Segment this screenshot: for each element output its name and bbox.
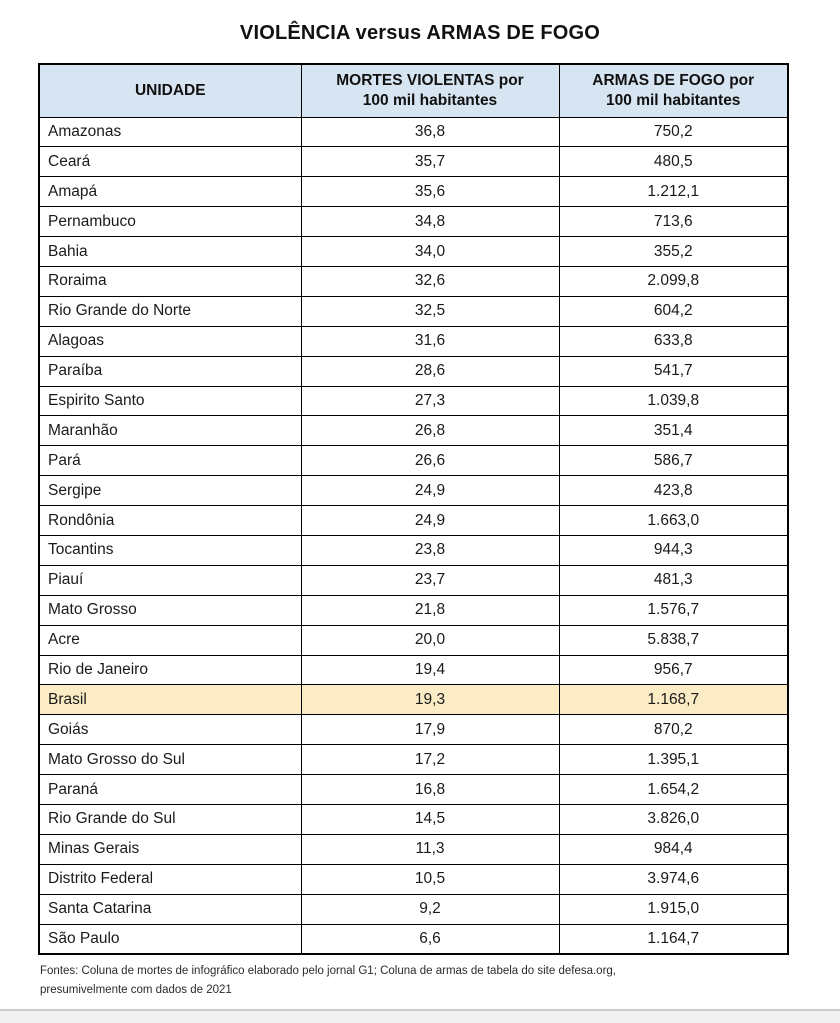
cell-unidade: Acre: [39, 625, 301, 655]
table-row: [39, 147, 788, 177]
cell-mortes-violentas: 26,6: [301, 446, 559, 476]
cell-unidade: Pará: [39, 446, 301, 476]
cell-armas-de-fogo: 750,2: [559, 117, 788, 147]
cell-armas-de-fogo: 1.915,0: [559, 894, 788, 924]
cell-armas-de-fogo: 423,8: [559, 476, 788, 506]
cell-armas-de-fogo: 1.168,7: [559, 685, 788, 715]
table-row: [39, 416, 788, 446]
table-row: [39, 506, 788, 536]
cell-mortes-violentas: 26,8: [301, 416, 559, 446]
cell-armas-de-fogo: 604,2: [559, 296, 788, 326]
cell-mortes-violentas: 17,9: [301, 715, 559, 745]
header-line: 100 mil habitantes: [606, 91, 741, 109]
cell-unidade: Sergipe: [39, 476, 301, 506]
table-row: [39, 386, 788, 416]
header-line: ARMAS DE FOGO por: [592, 71, 755, 89]
cell-mortes-violentas: 32,6: [301, 266, 559, 296]
table-row: [39, 237, 788, 267]
cell-unidade: Paraíba: [39, 356, 301, 386]
column-header-armas-de-fogo: [559, 64, 788, 117]
cell-armas-de-fogo: 541,7: [559, 356, 788, 386]
cell-unidade: Paraná: [39, 775, 301, 805]
cell-unidade: Mato Grosso: [39, 595, 301, 625]
table-row: [39, 804, 788, 834]
source-note-line1: Fontes: Coluna de mortes de infográfico elaborado pelo jornal G1; Coluna de armas de tabela do site defesa.org,: [40, 964, 616, 977]
table-row: [39, 625, 788, 655]
page-title: VIOLÊNCIA versus ARMAS DE FOGO: [239, 22, 601, 44]
source-note: [40, 962, 780, 1000]
cell-mortes-violentas: 32,5: [301, 296, 559, 326]
cell-unidade: Espirito Santo: [39, 386, 301, 416]
column-header-mortes-violentas: [301, 64, 559, 117]
cell-armas-de-fogo: 713,6: [559, 207, 788, 237]
cell-unidade: Rio Grande do Sul: [39, 804, 301, 834]
table-header: [39, 64, 788, 117]
table-row-highlighted: [39, 685, 788, 715]
cell-armas-de-fogo: 1.164,7: [559, 924, 788, 954]
cell-unidade: Amazonas: [39, 117, 301, 147]
table-row: [39, 207, 788, 237]
cell-mortes-violentas: 14,5: [301, 804, 559, 834]
table-row: [39, 864, 788, 894]
cell-mortes-violentas: 34,8: [301, 207, 559, 237]
table-row: [39, 177, 788, 207]
cell-armas-de-fogo: 984,4: [559, 834, 788, 864]
cell-armas-de-fogo: 3.826,0: [559, 804, 788, 834]
header-row: [39, 64, 788, 117]
cell-mortes-violentas: 24,9: [301, 506, 559, 536]
cell-armas-de-fogo: 586,7: [559, 446, 788, 476]
cell-mortes-violentas: 17,2: [301, 745, 559, 775]
cell-unidade: Brasil: [39, 685, 301, 715]
cell-mortes-violentas: 19,3: [301, 685, 559, 715]
cell-armas-de-fogo: 480,5: [559, 147, 788, 177]
table-row: [39, 446, 788, 476]
cell-armas-de-fogo: 5.838,7: [559, 625, 788, 655]
table-row: [39, 356, 788, 386]
violence-vs-firearms-table: [38, 63, 789, 955]
cell-mortes-violentas: 23,8: [301, 535, 559, 565]
cell-mortes-violentas: 31,6: [301, 326, 559, 356]
cell-armas-de-fogo: 870,2: [559, 715, 788, 745]
cell-mortes-violentas: 21,8: [301, 595, 559, 625]
cell-mortes-violentas: 10,5: [301, 864, 559, 894]
cell-unidade: Distrito Federal: [39, 864, 301, 894]
cell-unidade: Roraima: [39, 266, 301, 296]
cell-mortes-violentas: 27,3: [301, 386, 559, 416]
table-row: [39, 745, 788, 775]
cell-mortes-violentas: 35,6: [301, 177, 559, 207]
header-line: MORTES VIOLENTAS por: [336, 71, 524, 89]
table-row: [39, 595, 788, 625]
cell-armas-de-fogo: 956,7: [559, 655, 788, 685]
cell-mortes-violentas: 34,0: [301, 237, 559, 267]
table-row: [39, 775, 788, 805]
table-row: [39, 296, 788, 326]
cell-unidade: Mato Grosso do Sul: [39, 745, 301, 775]
header-line: UNIDADE: [134, 81, 206, 99]
table-row: [39, 565, 788, 595]
cell-mortes-violentas: 6,6: [301, 924, 559, 954]
cell-armas-de-fogo: 351,4: [559, 416, 788, 446]
cell-armas-de-fogo: 1.395,1: [559, 745, 788, 775]
cell-unidade: Pernambuco: [39, 207, 301, 237]
table-row: [39, 834, 788, 864]
cell-mortes-violentas: 35,7: [301, 147, 559, 177]
cell-unidade: Amapá: [39, 177, 301, 207]
cell-mortes-violentas: 11,3: [301, 834, 559, 864]
source-note-line2: presumivelmente com dados de 2021: [40, 983, 232, 996]
table-row: [39, 117, 788, 147]
table-row: [39, 894, 788, 924]
cell-unidade: Piauí: [39, 565, 301, 595]
cell-mortes-violentas: 16,8: [301, 775, 559, 805]
cell-unidade: Santa Catarina: [39, 894, 301, 924]
bottom-strip: [0, 1009, 840, 1023]
table-body: [39, 117, 788, 954]
cell-unidade: Rio de Janeiro: [39, 655, 301, 685]
cell-armas-de-fogo: 1.663,0: [559, 506, 788, 536]
cell-armas-de-fogo: 355,2: [559, 237, 788, 267]
cell-unidade: Bahia: [39, 237, 301, 267]
cell-armas-de-fogo: 1.212,1: [559, 177, 788, 207]
table-row: [39, 326, 788, 356]
cell-mortes-violentas: 9,2: [301, 894, 559, 924]
cell-armas-de-fogo: 1.654,2: [559, 775, 788, 805]
cell-armas-de-fogo: 1.039,8: [559, 386, 788, 416]
cell-unidade: Ceará: [39, 147, 301, 177]
cell-armas-de-fogo: 944,3: [559, 535, 788, 565]
table-row: [39, 924, 788, 954]
cell-unidade: São Paulo: [39, 924, 301, 954]
table-row: [39, 535, 788, 565]
cell-mortes-violentas: 20,0: [301, 625, 559, 655]
cell-mortes-violentas: 19,4: [301, 655, 559, 685]
table-row: [39, 655, 788, 685]
cell-unidade: Tocantins: [39, 535, 301, 565]
cell-mortes-violentas: 36,8: [301, 117, 559, 147]
cell-armas-de-fogo: 481,3: [559, 565, 788, 595]
cell-unidade: Alagoas: [39, 326, 301, 356]
header-line: 100 mil habitantes: [362, 91, 498, 109]
cell-armas-de-fogo: 2.099,8: [559, 266, 788, 296]
cell-unidade: Maranhão: [39, 416, 301, 446]
column-header-unidade: [39, 64, 301, 117]
cell-mortes-violentas: 23,7: [301, 565, 559, 595]
table-row: [39, 266, 788, 296]
cell-unidade: Rondônia: [39, 506, 301, 536]
cell-armas-de-fogo: 633,8: [559, 326, 788, 356]
cell-unidade: Goiás: [39, 715, 301, 745]
cell-mortes-violentas: 28,6: [301, 356, 559, 386]
table-row: [39, 715, 788, 745]
cell-mortes-violentas: 24,9: [301, 476, 559, 506]
cell-armas-de-fogo: 3.974,6: [559, 864, 788, 894]
cell-unidade: Rio Grande do Norte: [39, 296, 301, 326]
table-row: [39, 476, 788, 506]
cell-armas-de-fogo: 1.576,7: [559, 595, 788, 625]
cell-unidade: Minas Gerais: [39, 834, 301, 864]
